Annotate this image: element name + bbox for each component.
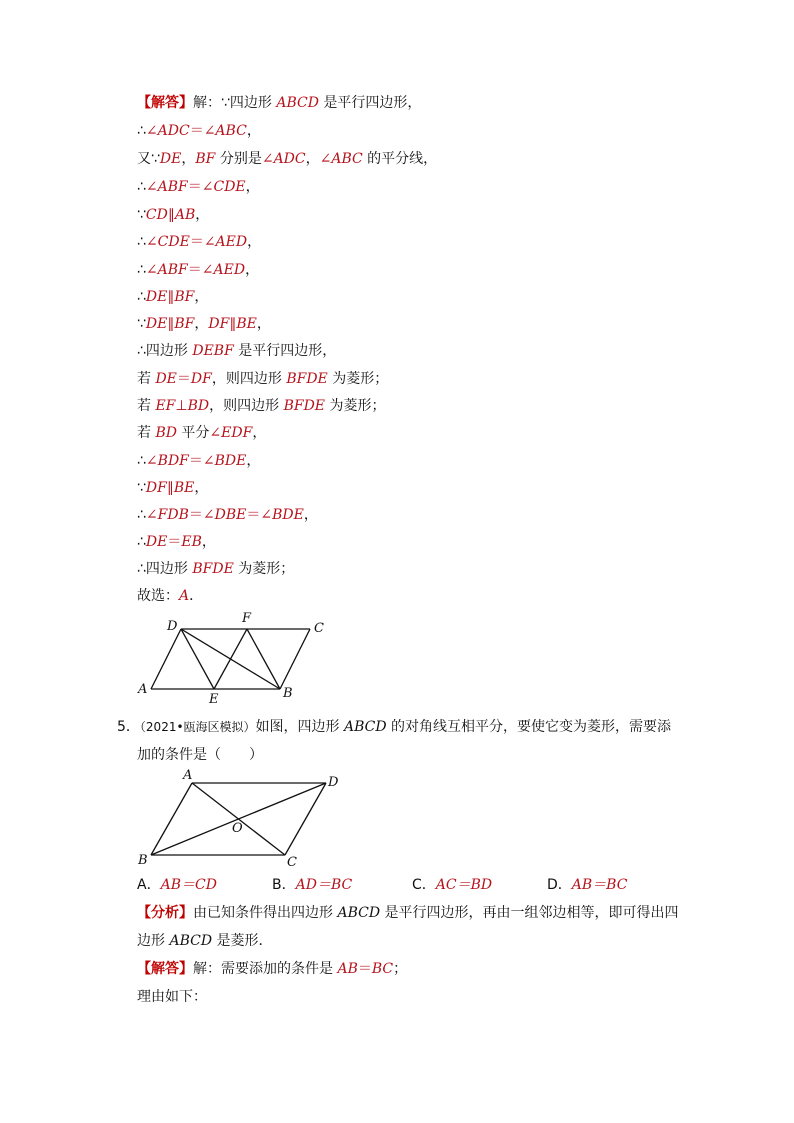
figure-1-parallelogram <box>130 605 340 705</box>
text-run: ， <box>252 425 267 441</box>
text-run: 为菱形； <box>325 398 386 414</box>
text-run: 分别是 <box>215 151 262 167</box>
text-run: ， <box>256 316 271 332</box>
segment-ad <box>151 629 181 689</box>
solution-line-17 <box>137 532 216 552</box>
text-run: ∠ADC <box>261 151 306 167</box>
text-run: DE <box>145 316 168 332</box>
text-run: BF <box>174 316 195 332</box>
text-run: ＝ <box>188 507 203 523</box>
solution-line-4 <box>137 177 260 197</box>
text-run: ∵ <box>137 207 146 223</box>
solution-line-16 <box>137 505 318 525</box>
figure-2-parallelogram <box>130 765 350 870</box>
question-source: （2021•瓯海区模拟） <box>139 720 256 734</box>
text-run: ＝ <box>187 179 202 195</box>
text-run: ∥ <box>166 480 174 496</box>
text-run: ∠ABF <box>145 179 188 195</box>
text-run: 故选： <box>137 588 179 604</box>
solution-line-7 <box>137 260 259 280</box>
diagonal-bd <box>151 783 326 855</box>
label-a2: A <box>183 768 193 783</box>
text-run: ∠BDF <box>145 453 189 469</box>
text-run: ∠ADC <box>145 123 190 139</box>
text-run: ABCD <box>276 95 319 111</box>
text-run: AB <box>337 961 358 977</box>
text-run: ∴四边形 <box>137 343 193 359</box>
text-run: ， <box>245 262 260 278</box>
answer-tag: 【解答】 <box>137 95 193 111</box>
label-a: A <box>138 682 148 697</box>
option-d <box>547 875 627 895</box>
text-run: ∠BDE <box>260 507 304 523</box>
label-d: D <box>167 619 178 634</box>
text-run: ∴ <box>137 507 146 523</box>
text-run: 的平分线， <box>362 151 438 167</box>
text-run: B． <box>272 877 296 893</box>
text-run: ， <box>246 453 261 469</box>
label-c: C <box>314 621 324 636</box>
text-run: 加的条件是（ ） <box>137 747 263 763</box>
text-run: 的对角线互相平分，要使它变为菱形，需要添 <box>386 719 672 735</box>
text-run: AB＝CD <box>160 877 217 893</box>
text-run: 平分 <box>176 425 210 441</box>
text-run: AD＝BC <box>295 877 353 893</box>
text-run: ∥ <box>229 316 237 332</box>
label-e: E <box>209 692 219 705</box>
text-run: DF <box>145 480 167 496</box>
text-run: ＝ <box>357 961 372 977</box>
text-run: DF <box>208 316 230 332</box>
solution-line-6 <box>137 232 261 252</box>
text-run: ∠FDB <box>145 507 189 523</box>
text-run: ∴ <box>137 123 146 139</box>
solution-line-3 <box>137 149 437 169</box>
text-run: EB <box>181 534 202 550</box>
text-run: 是菱形． <box>212 933 273 949</box>
text-run: ∠DBE <box>202 507 247 523</box>
label-b: B <box>283 686 293 701</box>
text-run: ∥ <box>167 289 175 305</box>
text-run: BE <box>236 316 257 332</box>
text-run: ， <box>305 151 320 167</box>
analysis-tag: 【分析】 <box>137 905 193 921</box>
label-b2: B <box>138 853 148 868</box>
segment-fb <box>247 629 280 689</box>
text-run: DE <box>145 534 168 550</box>
segment-fe <box>214 629 247 689</box>
text-run: ∠BDE <box>202 453 247 469</box>
text-run: ∴ <box>137 453 146 469</box>
text-run: EF <box>155 398 176 414</box>
text-run: A <box>179 588 190 604</box>
text-run: ∠AED <box>201 262 246 278</box>
solution2-line-2 <box>137 987 207 1007</box>
text-run: ， <box>194 289 209 305</box>
solution-line-19 <box>137 586 203 606</box>
option-b <box>272 875 352 895</box>
text-run: ， <box>201 534 216 550</box>
text-run: ∴四边形 <box>137 561 193 577</box>
text-run: 是平行四边形，再由一组邻边相等，即可得出四 <box>380 905 679 921</box>
solution-line-15 <box>137 478 208 498</box>
segment-de <box>181 629 214 689</box>
question-5-line-2 <box>137 745 263 765</box>
text-run: ＝ <box>187 262 202 278</box>
text-run: 若 <box>137 425 156 441</box>
text-run: ＝ <box>167 534 182 550</box>
text-run: 是平行四边形， <box>318 95 422 111</box>
text-run: ABCD <box>169 933 213 949</box>
text-run: AC＝BD <box>435 877 493 893</box>
text-run: DEBF <box>192 343 234 359</box>
text-run: BD <box>187 398 210 414</box>
segment-bc <box>280 629 310 689</box>
text-run: ＝ <box>176 371 191 387</box>
label-d2: D <box>328 775 339 790</box>
text-run: ， <box>194 316 209 332</box>
solution-line-8 <box>137 287 208 307</box>
text-run: A． <box>137 877 161 893</box>
text-run: BC <box>371 961 394 977</box>
text-run: ∠ABF <box>145 262 188 278</box>
solution2-line-1 <box>137 959 407 979</box>
text-run: 若 <box>137 371 156 387</box>
solution-line-1 <box>137 93 421 113</box>
text-run: ABCD <box>337 905 381 921</box>
text-run: DE <box>145 289 168 305</box>
text-run: BE <box>173 480 195 496</box>
text-run: ，则四边形 <box>211 371 287 387</box>
text-run: ∴ <box>137 262 146 278</box>
text-run: ∴ <box>137 179 146 195</box>
text-run: BFDE <box>283 398 326 414</box>
text-run: BF <box>195 151 216 167</box>
text-run: ABCD <box>344 719 387 735</box>
segment-dc2 <box>285 783 326 855</box>
solution-line-13 <box>137 423 266 443</box>
text-run: DE <box>155 371 177 387</box>
text-run: BD <box>155 425 177 441</box>
text-run: ∥ <box>167 316 175 332</box>
text-run: 如图，四边形 <box>255 719 344 735</box>
solution-line-9 <box>137 314 271 334</box>
text-run: 由已知条件得出四边形 <box>193 905 338 921</box>
text-run: ∴ <box>137 534 146 550</box>
answer-tag-2: 【解答】 <box>137 961 193 977</box>
text-run: C． <box>412 877 436 893</box>
text-run: BFDE <box>192 561 234 577</box>
text-run: 是平行四边形， <box>233 343 337 359</box>
question-5-line-1 <box>117 717 671 737</box>
text-run: ＝ <box>189 234 204 250</box>
analysis-line-1 <box>137 903 679 923</box>
text-run: ∠AED <box>203 234 248 250</box>
text-run: ∠CDE <box>145 234 190 250</box>
text-run: 若 <box>137 398 156 414</box>
text-run: ∠ABC <box>319 151 363 167</box>
text-run: ∥ <box>167 207 175 223</box>
text-run: ，则四边形 <box>209 398 284 414</box>
analysis-line-2 <box>137 931 273 951</box>
label-c2: C <box>287 855 297 870</box>
solution-line-10 <box>137 341 336 361</box>
solution-line-18 <box>137 559 294 579</box>
text-run: ＝ <box>189 123 204 139</box>
text-run: ∵ <box>137 316 146 332</box>
text-run: D． <box>547 877 572 893</box>
text-run: 为菱形； <box>327 371 389 387</box>
text-run: 解：需要添加的条件是 <box>193 961 338 977</box>
text-run: DF <box>190 371 212 387</box>
text-run: BF <box>174 289 195 305</box>
text-run: ＝ <box>188 453 203 469</box>
text-run: ＝ <box>246 507 261 523</box>
solution-line-5 <box>137 205 209 225</box>
text-run: BFDE <box>286 371 328 387</box>
text-run: ， <box>181 151 196 167</box>
text-run: ∴ <box>137 234 146 250</box>
text-run: ． <box>189 588 204 604</box>
text-run: CD <box>145 207 168 223</box>
text-run: ， <box>303 507 318 523</box>
option-c <box>412 875 492 895</box>
text-run: ∠CDE <box>201 179 246 195</box>
text-run: ， <box>245 179 260 195</box>
text-run: ⊥ <box>175 398 188 414</box>
text-run: AB＝BC <box>571 877 628 893</box>
text-run: ∠ABC <box>203 123 247 139</box>
text-run: ； <box>393 961 408 977</box>
solution-line-11 <box>137 369 388 389</box>
segment-ab2 <box>151 783 192 855</box>
text-run: 理由如下： <box>137 989 207 1005</box>
text-run: ， <box>195 207 210 223</box>
text-run: 5． <box>117 719 140 735</box>
label-f: F <box>242 611 252 626</box>
text-run: ， <box>194 480 209 496</box>
text-run: DE <box>159 151 182 167</box>
text-run: 边形 <box>137 933 170 949</box>
solution-line-2 <box>137 121 261 141</box>
solution-line-12 <box>137 396 385 416</box>
solution-line-14 <box>137 451 260 471</box>
text-run: ∠EDF <box>209 425 253 441</box>
text-run: 解：∵四边形 <box>193 95 277 111</box>
text-run: 为菱形； <box>233 561 295 577</box>
label-o: O <box>232 821 243 836</box>
text-run: ， <box>247 234 262 250</box>
text-run: ， <box>246 123 261 139</box>
text-run: 又∵ <box>137 151 160 167</box>
text-run: ∵ <box>137 480 146 496</box>
option-a <box>137 875 217 895</box>
text-run: ∴ <box>137 289 146 305</box>
text-run: AB <box>174 207 196 223</box>
